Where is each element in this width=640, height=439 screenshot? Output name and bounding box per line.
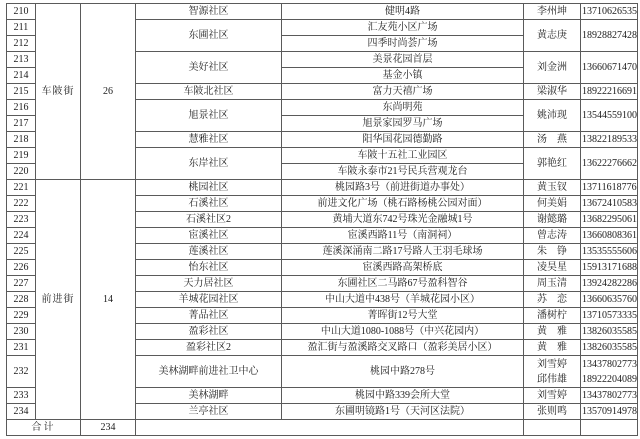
- community-cell: 莲溪社区: [136, 244, 282, 260]
- community-cell: 慧雅社区: [136, 132, 282, 148]
- address-cell: 桃园中路339会所大堂: [282, 388, 524, 404]
- community-cell: 兰亭社区: [136, 404, 282, 420]
- phone-cell: 13710573335: [581, 308, 638, 324]
- community-roster-table: [6, 3, 638, 436]
- phone-cell: 13570914978: [581, 404, 638, 420]
- contact-cell: 苏 恋: [524, 292, 581, 308]
- row-number-cell: 225: [7, 244, 36, 260]
- address-cell: 前进文化广场（桃石路杨桃公园对面）: [282, 196, 524, 212]
- phone-cell: 13826035585: [581, 324, 638, 340]
- phone-cell: [581, 356, 638, 388]
- address-cell: 阳华国花园德勤路: [282, 132, 524, 148]
- address-cell: 旭景家园罗马广场: [282, 116, 524, 132]
- address-cell: 车陂永泰市21号民兵营观龙台: [282, 164, 524, 180]
- row-number-cell: 227: [7, 276, 36, 292]
- row-number-cell: 233: [7, 388, 36, 404]
- address-cell: 莲溪深涌南二路17号路人王羽毛球场: [282, 244, 524, 260]
- table-row: [7, 180, 638, 196]
- phone-cell: 13437802773: [581, 388, 638, 404]
- row-number-cell: 212: [7, 36, 36, 52]
- address-cell: 宦溪西路11号（南洞祠）: [282, 228, 524, 244]
- community-cell: 东圃社区: [136, 20, 282, 52]
- community-cell: 智源社区: [136, 4, 282, 20]
- phone-cell: 15913171688: [581, 260, 638, 276]
- address-cell: 美景花园首层: [282, 52, 524, 68]
- address-cell: 中山大道中438号（羊城花园小区）: [282, 292, 524, 308]
- contact-cell: 何美娟: [524, 196, 581, 212]
- contact-cell: 朱 铮: [524, 244, 581, 260]
- address-cell: 基金小镇: [282, 68, 524, 84]
- row-number-cell: 221: [7, 180, 36, 196]
- community-cell: 东岸社区: [136, 148, 282, 180]
- total-empty-cell: [136, 420, 524, 436]
- row-number-cell: 217: [7, 116, 36, 132]
- contact-cell-line: 刘雪婷: [537, 358, 567, 370]
- phone-cell: 13660671470: [581, 52, 638, 84]
- count-cell: 14: [81, 180, 136, 420]
- community-cell: 怡东社区: [136, 260, 282, 276]
- row-number-cell: 232: [7, 356, 36, 388]
- total-row: [7, 420, 638, 436]
- contact-cell: 张则鸣: [524, 404, 581, 420]
- address-cell: 盈汇街与盈溪路交叉路口（盈彩美居小区）: [282, 340, 524, 356]
- address-cell: 桃园中路278号: [282, 356, 524, 388]
- roster-table-body: [7, 4, 638, 436]
- phone-cell: 18922216691: [581, 84, 638, 100]
- community-cell: 菁品社区: [136, 308, 282, 324]
- total-empty-phone-cell: [581, 420, 638, 436]
- contact-cell: 周玉清: [524, 276, 581, 292]
- row-number-cell: 210: [7, 4, 36, 20]
- contact-cell: 谢懿璐: [524, 212, 581, 228]
- phone-cell: 13544559100: [581, 100, 638, 132]
- community-cell: 美好社区: [136, 52, 282, 84]
- address-cell: 汇友苑小区广场: [282, 20, 524, 36]
- contact-cell: 黄玉钗: [524, 180, 581, 196]
- phone-cell-line: 18922204089: [582, 373, 637, 385]
- row-number-cell: 226: [7, 260, 36, 276]
- contact-cell: 凌昊星: [524, 260, 581, 276]
- phone-cell: 13660635760: [581, 292, 638, 308]
- contact-cell: 梁淑华: [524, 84, 581, 100]
- row-number-cell: 216: [7, 100, 36, 116]
- row-number-cell: 224: [7, 228, 36, 244]
- row-number-cell: 223: [7, 212, 36, 228]
- row-number-cell: 218: [7, 132, 36, 148]
- community-cell: 车陂北社区: [136, 84, 282, 100]
- row-number-cell: 215: [7, 84, 36, 100]
- contact-cell: 黄 雅: [524, 324, 581, 340]
- phone-cell: 13924282286: [581, 276, 638, 292]
- contact-cell-line: 邱伟雄: [537, 373, 567, 385]
- contact-cell: 李州坤: [524, 4, 581, 20]
- phone-cell: 13826035585: [581, 340, 638, 356]
- contact-cell: 刘雪婷: [524, 388, 581, 404]
- phone-cell: 13822189533: [581, 132, 638, 148]
- phone-cell: 13535555606: [581, 244, 638, 260]
- community-cell: 盈彩社区2: [136, 340, 282, 356]
- row-number-cell: 211: [7, 20, 36, 36]
- community-cell: 美林湖畔前进社卫中心: [136, 356, 282, 388]
- address-cell: 车陂十五社工业园区: [282, 148, 524, 164]
- phone-cell: 13660808361: [581, 228, 638, 244]
- phone-cell: 13682295061: [581, 212, 638, 228]
- contact-cell: 刘金洲: [524, 52, 581, 84]
- contact-cell: [524, 356, 581, 388]
- contact-cell: 潘树柠: [524, 308, 581, 324]
- address-cell: 桃园路3号（前进街道办事处）: [282, 180, 524, 196]
- contact-cell: 黄 雅: [524, 340, 581, 356]
- total-label-cell: 合计: [7, 420, 81, 436]
- community-cell: 石溪社区2: [136, 212, 282, 228]
- address-cell: 东圃明镜路1号（天河区法院）: [282, 404, 524, 420]
- address-cell: 东圃社区二马路67号盈科智谷: [282, 276, 524, 292]
- phone-cell: 13672410583: [581, 196, 638, 212]
- address-cell: 富力天禧广场: [282, 84, 524, 100]
- row-number-cell: 222: [7, 196, 36, 212]
- row-number-cell: 214: [7, 68, 36, 84]
- phone-cell: 13711618776: [581, 180, 638, 196]
- row-number-cell: 220: [7, 164, 36, 180]
- address-cell: 中山大道1080-1088号（中兴花园内）: [282, 324, 524, 340]
- community-cell: 盈彩社区: [136, 324, 282, 340]
- contact-cell: 黄志庚: [524, 20, 581, 52]
- contact-cell: 曾志涛: [524, 228, 581, 244]
- total-empty-contact-cell: [524, 420, 581, 436]
- phone-cell: 18928827428: [581, 20, 638, 52]
- row-number-cell: 219: [7, 148, 36, 164]
- community-cell: 羊城花园社区: [136, 292, 282, 308]
- community-cell: 旭景社区: [136, 100, 282, 132]
- street-cell: 车陂街: [36, 4, 81, 180]
- row-number-cell: 234: [7, 404, 36, 420]
- phone-cell: 13622276662: [581, 148, 638, 180]
- count-cell: 26: [81, 4, 136, 180]
- table-row: [7, 4, 638, 20]
- address-cell: 黄埔大道东742号珠光金融城1号: [282, 212, 524, 228]
- row-number-cell: 228: [7, 292, 36, 308]
- total-count-cell: 234: [81, 420, 136, 436]
- address-cell: 宦溪西路高架桥底: [282, 260, 524, 276]
- address-cell: 四季时尚荟广场: [282, 36, 524, 52]
- contact-cell: 郭艳红: [524, 148, 581, 180]
- community-cell: 石溪社区: [136, 196, 282, 212]
- phone-cell-line: 13437802773: [582, 358, 637, 370]
- row-number-cell: 230: [7, 324, 36, 340]
- community-cell: 桃园社区: [136, 180, 282, 196]
- community-cell: 美林湖畔: [136, 388, 282, 404]
- document-page: [0, 3, 640, 439]
- row-number-cell: 213: [7, 52, 36, 68]
- address-cell: 东尚明苑: [282, 100, 524, 116]
- contact-cell: 姚沛现: [524, 100, 581, 132]
- street-cell: 前进街: [36, 180, 81, 420]
- contact-cell: 汤 燕: [524, 132, 581, 148]
- address-cell: 菁晖街12号大堂: [282, 308, 524, 324]
- row-number-cell: 231: [7, 340, 36, 356]
- phone-cell: 13710626535: [581, 4, 638, 20]
- address-cell: 健明4路: [282, 4, 524, 20]
- community-cell: 天力居社区: [136, 276, 282, 292]
- community-cell: 宦溪社区: [136, 228, 282, 244]
- row-number-cell: 229: [7, 308, 36, 324]
